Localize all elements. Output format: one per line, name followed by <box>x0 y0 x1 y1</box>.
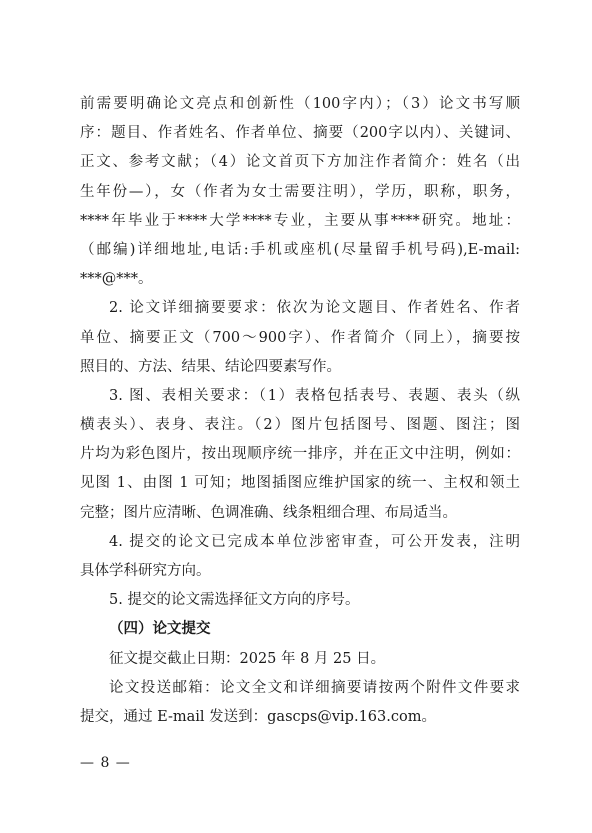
item-4-line: 4. 提交的论文已完成本单位涉密审查，可公开发表，注明 <box>109 533 520 550</box>
section-heading: （四）论文提交 <box>109 621 211 638</box>
page-number: — 8 — <box>80 755 131 771</box>
document-body <box>80 90 520 732</box>
text-line: 正文、参考文献；（4）论文首页下方加注作者简介：姓名（出 <box>80 154 520 171</box>
text-line: ****年毕业于****大学****专业，主要从事****研究。地址： <box>80 212 520 229</box>
text-line: （邮编)详细地址,电话:手机或座机(尽量留手机号码),E-mail: <box>80 241 520 258</box>
text-line: ***@***。 <box>80 271 153 288</box>
text-line: 照目的、方法、结果、结论四要素写作。 <box>80 358 341 375</box>
text-line: 序：题目、作者姓名、作者单位、摘要（200字以内）、关键词、 <box>80 125 520 142</box>
text-line: 前需要明确论文亮点和创新性（100字内）；（3）论文书写顺 <box>80 96 520 112</box>
email-instruction-line: 论文投送邮箱：论文全文和详细摘要请按两个附件文件要求 <box>109 679 520 696</box>
text-line: 生年份—），女（作者为女士需要注明），学历，职称，职务， <box>80 183 520 200</box>
item-3-line: 3. 图、表相关要求：（1）表格包括表号、表题、表头（纵 <box>109 387 520 404</box>
text-line: 单位、摘要正文（700～900字）、作者简介（同上），摘要按 <box>80 329 520 346</box>
text-line: 具体学科研究方向。 <box>80 563 211 579</box>
text-line: 见图 1、由图 1 可知；地图插图应维护国家的统一、主权和领土 <box>80 475 520 492</box>
text-line: 完整；图片应清晰、色调准确、线条粗细合理、布局适当。 <box>80 504 457 521</box>
email-address-line: 提交，通过 E-mail 发送到：gascps@vip.163.com。 <box>80 708 436 725</box>
text-line: 横表头）、表身、表注。（2）图片包括图号、图题、图注；图 <box>80 417 520 434</box>
item-5-line: 5. 提交的论文需选择征文方向的序号。 <box>109 592 360 609</box>
text-line: 片均为彩色图片，按出现顺序统一排序，并在正文中注明，例如： <box>80 446 520 463</box>
item-2-line: 2. 论文详细摘要要求：依次为论文题目、作者姓名、作者 <box>109 300 520 317</box>
deadline-line: 征文提交截止日期：2025 年 8 月 25 日。 <box>109 650 386 667</box>
